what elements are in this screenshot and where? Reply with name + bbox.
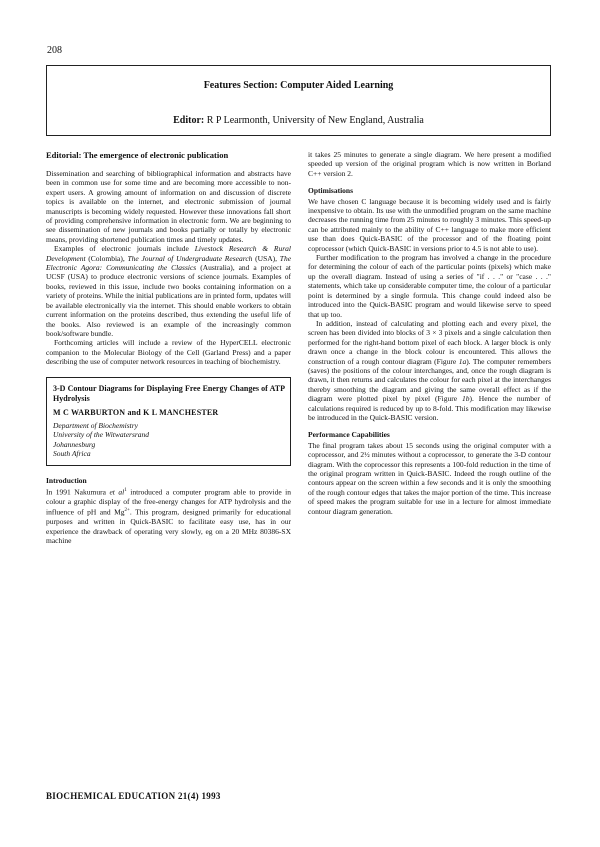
performance-heading: Performance Capabilities [308,430,390,440]
article-header-box [46,377,291,466]
section-title: Features Section: Computer Aided Learning [203,80,394,91]
journal-footer: BIOCHEMICAL EDUCATION 21(4) 1993 [46,791,221,801]
editorial-paragraph-3: Forthcoming articles will include a review of the HyperCELL electronic companion to the Molecular Biology of the Cell (Garland Press) and a paper describing the use of computer network resources in teaching of biochemistry. [46,338,291,367]
continued-paragraph: it takes 25 minutes to generate a single diagram. We here present a modified speeded up version of the original program which is now written in Borland C++ version 2. [308,150,551,178]
optimisations-heading: Optimisations [308,186,354,196]
article-authors: M C WARBURTON and K L MANCHESTER [53,407,219,417]
features-header-box [46,65,551,136]
editorial-heading: Editorial: The emergence of electronic publication [46,150,229,160]
optimisations-paragraph-2: Further modification to the program has involved a change in the procedure for determining the colour of each of the particular points (pixels) which make up the overall diagram. Instead of using a series of "if . . ." or "case . . ." statements, which take up considerable computer time, the colour of a particular point is determined by a single formula. This change could indeed also be introduced into the Quick-BASIC program and would likewise serve to speed that up too. [308,253,551,319]
page-number: 208 [47,45,62,56]
left-column [46,150,291,545]
right-column [308,150,551,516]
editorial-paragraph-1: Dissemination and searching of bibliographical information and abstracts have been in common use for some time and are becoming more accessible to non-expert users. A growing amount of information on and discussion of discrete topics is available on the internet, and electronic submission of journal manuscripts is becoming widely requested. However these innovations fall short of providing comprehensive information in electronic form. We are beginning to see dissemination of new journals and books partially or totally by electronic means, providing shortened publication times and timely updates. [46,169,291,244]
editor-line [47,115,550,126]
editorial-paragraph-2: Examples of electronic journals include Livestock Research & Rural Development (Colombia), The Journal of Undergraduate Research (USA), The Electronic Agora: Communicating the Classics (Australia), and a project at UCSF (USA) to produce electronic versions of science journals. Examples of books, reviewed in this issue, include two books containing information on a variety of proteins. While the initial publications are in printed form, updates will be available electronically via the internet. This should enable workers to obtain current information on the proteins described, thus extending the useful life of the books. Also reviewed is an example of the increasingly common book/software bundle. [46,244,292,338]
optimisations-paragraph-1: We have chosen C language because it is becoming widely used and is fairly inexpensive to obtain. Its use with the unmodified program on the same machine decreases the running time from 25 minutes to roughly 3 minutes. This speed-up can be attributed mainly to the ability of C++ language to make more efficient use than does Quick-BASIC of the processor and of the floating point coprocessor (which Quick-BASIC in versions prior to 4.5 is not able to use). [308,196,551,253]
article-affiliation: Department of Biochemistry University of the Witwatersrand Johannesburg South Africa [53,420,150,459]
article-title: 3-D Contour Diagrams for Displaying Free Energy Changes of ATP Hydrolysis [53,383,285,403]
introduction-paragraph: In 1991 Nakumura et $al^1$ introduced a computer program able to provide in colour a graphic display of the free-energy changes for ATP hydrolysis and the influence of pH and $Mg^{2+}$. This program, designed primarily for educational purposes and written in Quick-BASIC to facilitate easy use, has in our experience the drawback of operating very slowly, eg on a 20 MHz 80386-SX machine [46,487,292,545]
performance-paragraph: The final program takes about 15 seconds using the original computer with a coprocessor, and 2½ minutes without a coprocessor, to generate the 3-D contour diagram. With the coprocessor this represents a 100-fold reduction in the time of the original program written in Quick-BASIC. Indeed the rough outline of the contours appear on the screen within a few seconds and it is only the smoothing of the rough contour edges that takes the major portion of the time. This increase of speed makes the program suitable for use in a lecture for almost immediate contour diagram generation. [308,440,551,516]
editor-text: R P Learmonth, University of New England, Australia [206,115,424,126]
introduction-heading: Introduction [46,475,87,485]
optimisations-paragraph-3: In addition, instead of calculating and plotting each and every pixel, the screen has been divided into blocks of 3 × 3 pixels and a single calculation then performed for the right-hand bottom pixel of each block. A larger block is only drawn once a change in the block colour is encountered. This allows the construction of a rough contour diagram (Figure 1a). The computer remembers (saves) the positions of the colour interchanges, and, once the rough diagram is drawn, it then returns and calculates the colour for each pixel at the interchanges thereby smoothing the diagram and giving the same overall effect as if the diagram were plotted pixel by pixel (Figure 1b). Hence the number of calculations required is reduced by up to 8-fold. This modification may likewise be introduced in the Quick-BASIC version. [308,318,552,422]
editor-label: Editor: [173,115,205,126]
